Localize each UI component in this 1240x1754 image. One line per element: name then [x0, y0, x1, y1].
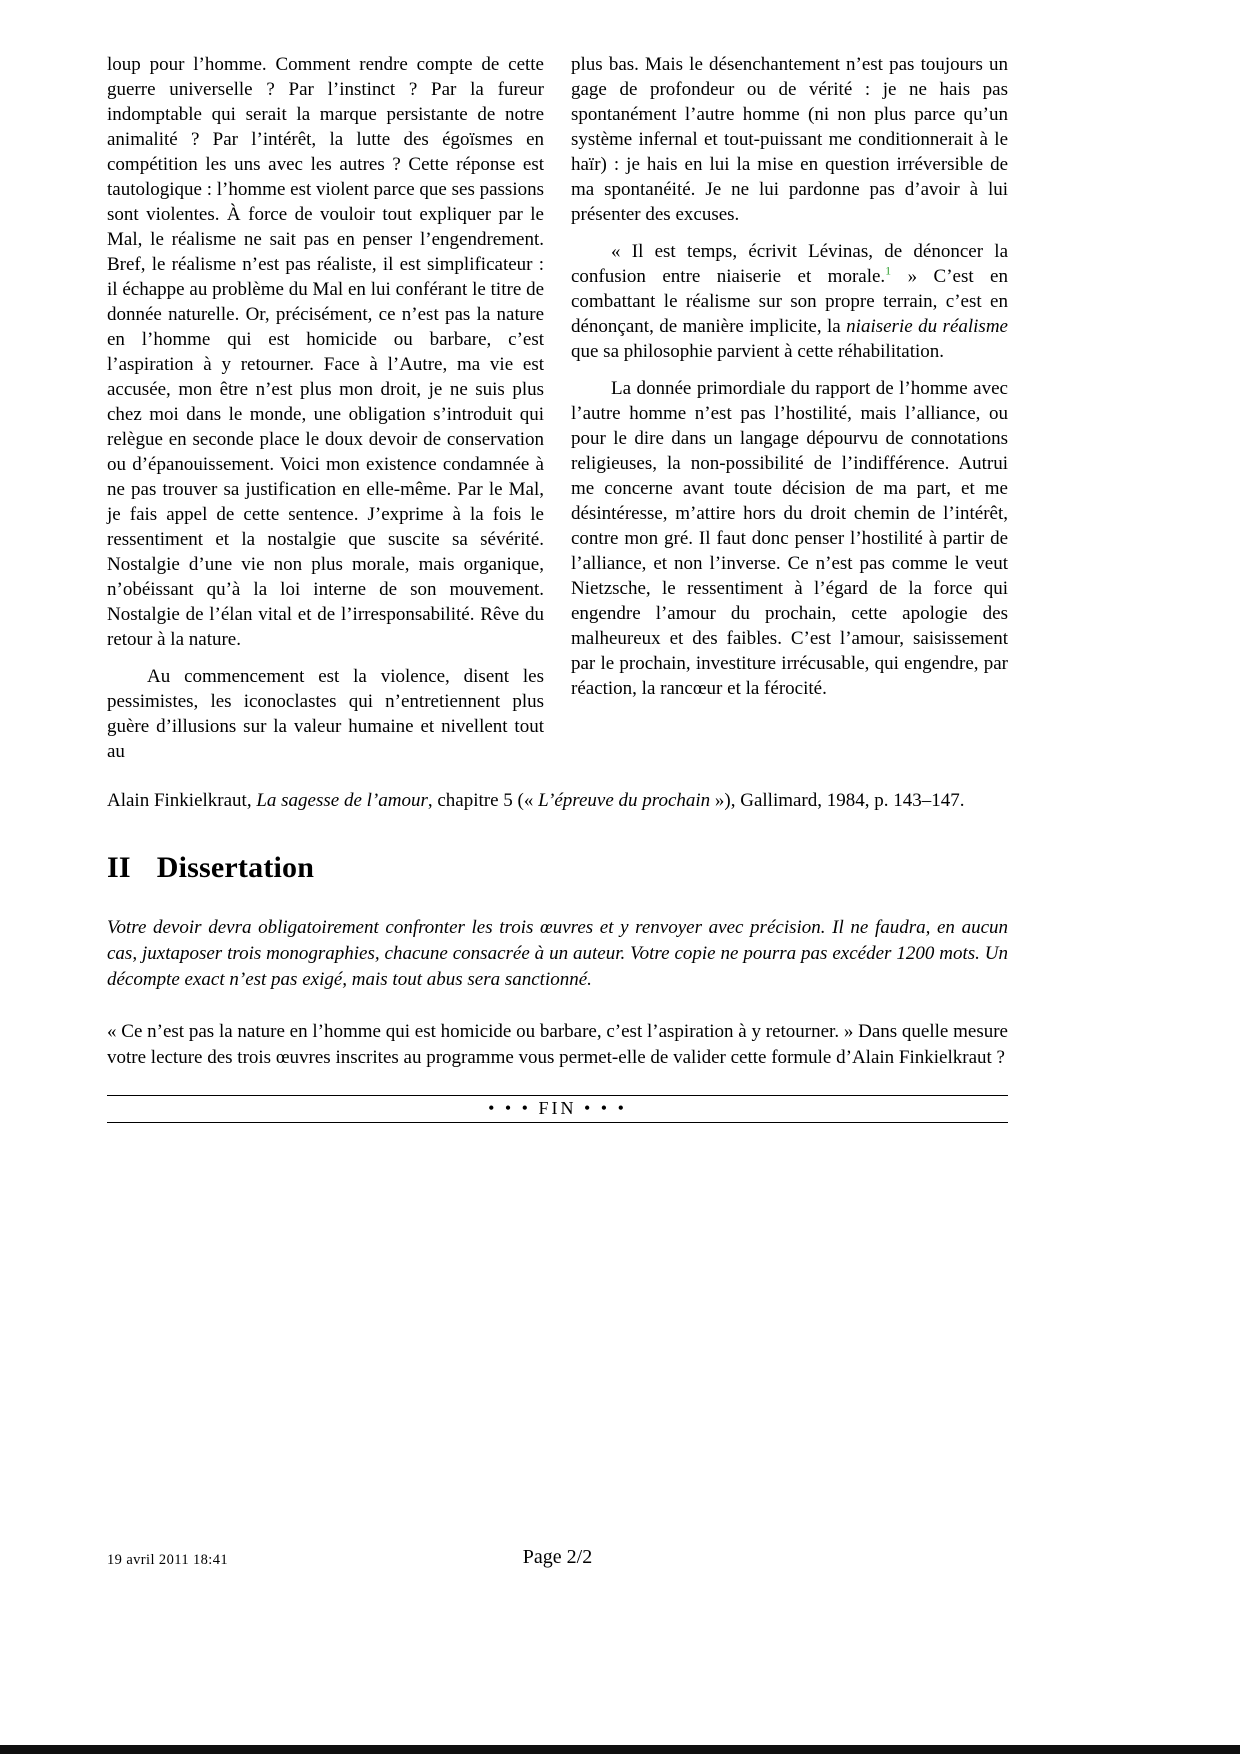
two-column-text — [107, 52, 1008, 764]
text-fragment: « Il est temps, écrivit Lévinas, de dénoncer la confusion entre niaiserie et morale. — [571, 241, 1008, 287]
citation-chapter-title: L’épreuve du prochain — [538, 790, 711, 811]
section-title: Dissertation — [156, 851, 315, 884]
paragraph: La donnée primordiale du rapport de l’homme avec l’autre homme n’est pas l’hostilité, mais l’alliance, ou pour le dire dans un langage dépourvu de connotations religieuses, la non-possibilité de l’indifférence. Autrui me concerne avant toute décision de ma part, et me désintéresse, m’attire hors du droit chemin de l’intérêt, contre mon gré. Il faut donc penser l’hostilité à partir de l’alliance, et non l’inverse. Ce n’est pas comme le veut Nietzsche, le ressentiment à l’égard de la force qui engendre l’amour du prochain, cette apologie des malheureux et des faibles. C’est l’amour, saisissement par le prochain, investiture irrécusable, qui engendre, par réaction, la rancœur et la férocité. — [571, 378, 1008, 699]
emphasized-text: niaiserie du réalisme — [846, 316, 1008, 337]
citation-publisher: »), Gallimard, 1984, p. 143–147. — [710, 790, 965, 811]
left-column — [107, 52, 544, 764]
footer-page-number: Page 2/2 — [522, 1546, 593, 1568]
citation-author: Alain Finkielkraut, — [107, 790, 257, 811]
end-of-exam-divider — [107, 1095, 1008, 1123]
section-heading — [107, 851, 1008, 885]
source-citation — [107, 788, 1008, 813]
footnote-ref[interactable]: 1 — [885, 263, 892, 278]
text-fragment: » C’est en combattant le réalisme sur son propre terrain, c’est en dénonçant, de manière implicite, la — [571, 266, 1008, 337]
essay-question: « Ce n’est pas la nature en l’homme qui est homicide ou barbare, c’est l’aspiration à y retourner. » Dans quelle mesure votre lecture des trois œuvres inscrites au programme vous permet-elle de valider cette formule d’Alain Finkielkraut ? — [107, 1021, 1008, 1068]
paragraph-continuation: loup pour l’homme. Comment rendre compte de cette guerre universelle ? Par l’instinct ? Par la fureur indomptable qui serait la marque persistante de notre animalité ? Par l’intérêt, la lutte des égoïsmes en compétition les uns avec les autres ? Cette réponse est tautologique : l’homme est violent parce que ses passions sont violentes. À force de vouloir tout expliquer par le Mal, le réalisme ne sait pas en penser l’engendrement. Bref, le réalisme n’est pas réaliste, il est simplificateur : il échappe au problème du Mal en lui conférant le titre de donnée naturelle. Or, précisément, ce n’est pas la nature en l’homme qui est homicide ou barbare, c’est l’aspiration à y retourner. Face à l’Autre, ma vie est accusée, mon être n’est plus mon droit, je ne suis plus chez moi dans le monde, une obligation s’introduit qui relègue en seconde place le doux devoir de conservation ou d’épanouissement. Voici mon existence condamnée à ne pas trouver sa justification en elle-même. Par le Mal, je fais appel de cette sentence. J’exprime à la fois le ressentiment et la nostalgie que suscite sa sévérité. Nostalgie d’une vie non plus morale, mais organique, n’obéissant qu’à la loi interne de son mouvement. Nostalgie de l’élan vital et de l’irresponsabilité. Rêve du retour à la nature. — [107, 54, 544, 650]
paragraph-quote-levinas — [571, 239, 1008, 364]
paragraph-continuation: plus bas. Mais le désenchantement n’est pas toujours un gage de profondeur ou de vérité : je ne hais pas spontanément l’autre homme (ni non plus parce qu’un système infernal et tout-puissant me conditionnerait à le haïr) : je hais en lui la mise en question irréversible de ma spontanéité. Je ne lui pardonne pas d’avoir à lui présenter des excuses. — [571, 54, 1008, 225]
exam-instructions: Votre devoir devra obligatoirement confronter les trois œuvres et y renvoyer avec précision. Il ne faudra, en aucun cas, juxtaposer trois monographies, chacune consacrée à un auteur. Votre copie ne pourra pas excéder 1200 mots. Un décompte exact n’est pas exigé, mais tout abus sera sanctionné. — [107, 917, 1008, 990]
page-content — [107, 52, 1008, 1123]
citation-book-title: La sagesse de l’amour — [256, 790, 428, 811]
footer-datetime: 19 avril 2011 18:41 — [107, 1552, 229, 1568]
citation-chapter-intro: , chapitre 5 (« — [427, 790, 539, 811]
fin-marker: • • • FIN • • • — [488, 1098, 627, 1118]
section-number: II — [107, 851, 131, 884]
text-fragment: que sa philosophie parvient à cette réhabilitation. — [571, 341, 945, 362]
right-column — [571, 52, 1008, 764]
paragraph: Au commencement est la violence, disent les pessimistes, les iconoclastes qui n’entretiennent plus guère d’illusions sur la valeur humaine et nivellent tout au — [107, 666, 544, 762]
page-footer — [107, 1546, 1008, 1574]
page-bottom-edge — [0, 1745, 1240, 1754]
